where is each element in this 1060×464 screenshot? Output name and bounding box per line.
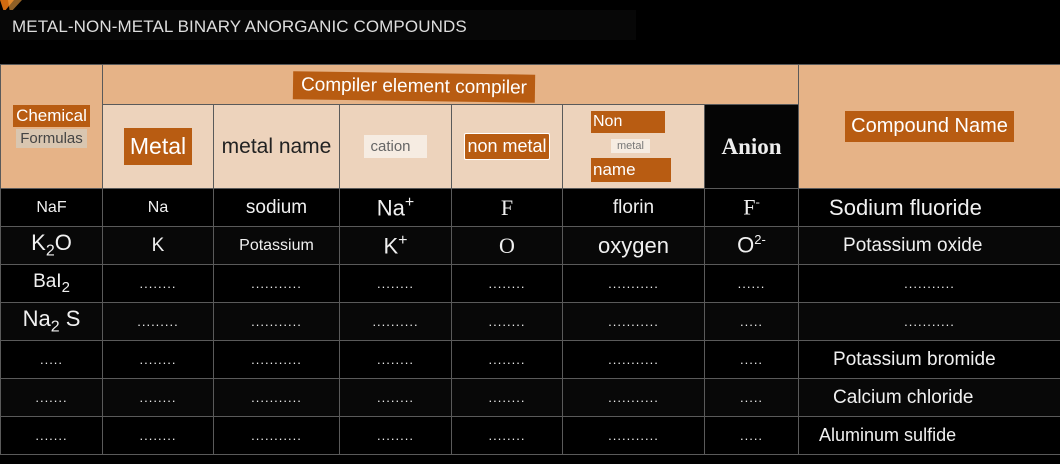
compound-cell: Potassium bromide xyxy=(799,341,1060,379)
compound-cell: ........... xyxy=(799,265,1060,303)
non-metal-cell: ........ xyxy=(452,303,563,341)
header-non-metal: non metal xyxy=(464,133,549,160)
metal-name-cell: ........... xyxy=(214,303,340,341)
cation-cell: .......... xyxy=(340,303,452,341)
anion-cell: ..... xyxy=(705,303,799,341)
formula-cell: NaF xyxy=(1,189,103,227)
header-metal-name: metal name xyxy=(214,105,340,189)
non-metal-cell: ........ xyxy=(452,417,563,455)
table-row xyxy=(1,341,1060,379)
header-compound-name-cell xyxy=(799,65,1060,189)
formula-cell: ....... xyxy=(1,417,103,455)
anion-cell: ..... xyxy=(705,341,799,379)
header-cation-cell xyxy=(340,105,452,189)
non-metal-name-cell: ........... xyxy=(563,417,705,455)
header-non-metal-name-top: Non xyxy=(591,111,665,133)
metal-cell: ........ xyxy=(103,265,214,303)
header-non-metal-name-mid: metal xyxy=(611,139,650,153)
header-compound-name: Compound Name xyxy=(845,111,1014,142)
table-row xyxy=(1,189,1060,227)
formula-cell: ....... xyxy=(1,379,103,417)
anion-cell: $O^{2-}$ xyxy=(705,227,799,265)
formula-cell: ..... xyxy=(1,341,103,379)
table-row xyxy=(1,303,1060,341)
metal-cell: ........ xyxy=(103,417,214,455)
table-row xyxy=(1,265,1060,303)
non-metal-cell: O xyxy=(452,227,563,265)
header-non-metal-name-bot: name xyxy=(591,158,671,182)
compound-cell: Calcium chloride xyxy=(799,379,1060,417)
header-anion: Anion xyxy=(705,105,799,189)
non-metal-cell: ........ xyxy=(452,341,563,379)
non-metal-name-cell: oxygen xyxy=(563,227,705,265)
header-chemical-formulas xyxy=(1,65,103,189)
metal-cell: Na xyxy=(103,189,214,227)
compound-cell: Potassium oxide xyxy=(799,227,1060,265)
metal-name-cell: ........... xyxy=(214,341,340,379)
header-formulas: Formulas xyxy=(16,129,87,148)
metal-name-cell: ........... xyxy=(214,417,340,455)
non-metal-name-cell: ........... xyxy=(563,379,705,417)
header-row-group xyxy=(1,65,1060,105)
header-cation: cation xyxy=(364,135,426,158)
cation-cell: ........ xyxy=(340,341,452,379)
header-group-label: Compiler element compiler xyxy=(293,71,535,102)
header-chemical: Chemical xyxy=(13,105,90,127)
metal-name-cell: Potassium xyxy=(214,227,340,265)
non-metal-name-cell: ........... xyxy=(563,303,705,341)
non-metal-cell: ........ xyxy=(452,379,563,417)
header-metal-cell xyxy=(103,105,214,189)
cation-cell: ........ xyxy=(340,379,452,417)
anion-cell: ..... xyxy=(705,417,799,455)
non-metal-cell: F xyxy=(452,189,563,227)
metal-cell: ......... xyxy=(103,303,214,341)
cation-cell: ........ xyxy=(340,417,452,455)
formula-cell: BaI$_2$ xyxy=(1,265,103,303)
formula-cell: $K_2O$ xyxy=(1,227,103,265)
non-metal-name-cell: florin xyxy=(563,189,705,227)
compound-cell: Sodium fluoride xyxy=(799,189,1060,227)
metal-cell: ........ xyxy=(103,379,214,417)
non-metal-name-cell: ........... xyxy=(563,341,705,379)
header-metal: Metal xyxy=(124,128,192,165)
page-title: METAL-NON-METAL BINARY ANORGANIC COMPOUNDS xyxy=(12,17,467,36)
non-metal-cell: ........ xyxy=(452,265,563,303)
header-group xyxy=(103,65,799,105)
metal-cell: K xyxy=(103,227,214,265)
anion-cell: ..... xyxy=(705,379,799,417)
metal-cell: ........ xyxy=(103,341,214,379)
table-row xyxy=(1,379,1060,417)
anion-cell: F- xyxy=(705,189,799,227)
compounds-table xyxy=(0,64,1060,455)
metal-name-cell: ........... xyxy=(214,379,340,417)
cation-cell: K+ xyxy=(340,227,452,265)
compound-cell: Aluminum sulfide xyxy=(799,417,1060,455)
table-row xyxy=(1,227,1060,265)
metal-name-cell: ........... xyxy=(214,265,340,303)
header-non-metal-name-cell xyxy=(563,105,705,189)
non-metal-name-cell: ........... xyxy=(563,265,705,303)
cation-cell: Na+ xyxy=(340,189,452,227)
anion-cell: ...... xyxy=(705,265,799,303)
metal-name-cell: sodium xyxy=(214,189,340,227)
cation-cell: ........ xyxy=(340,265,452,303)
formula-cell: $Na_2$ S xyxy=(1,303,103,341)
compound-cell: ........... xyxy=(799,303,1060,341)
header-non-metal-cell xyxy=(452,105,563,189)
table-row xyxy=(1,417,1060,455)
